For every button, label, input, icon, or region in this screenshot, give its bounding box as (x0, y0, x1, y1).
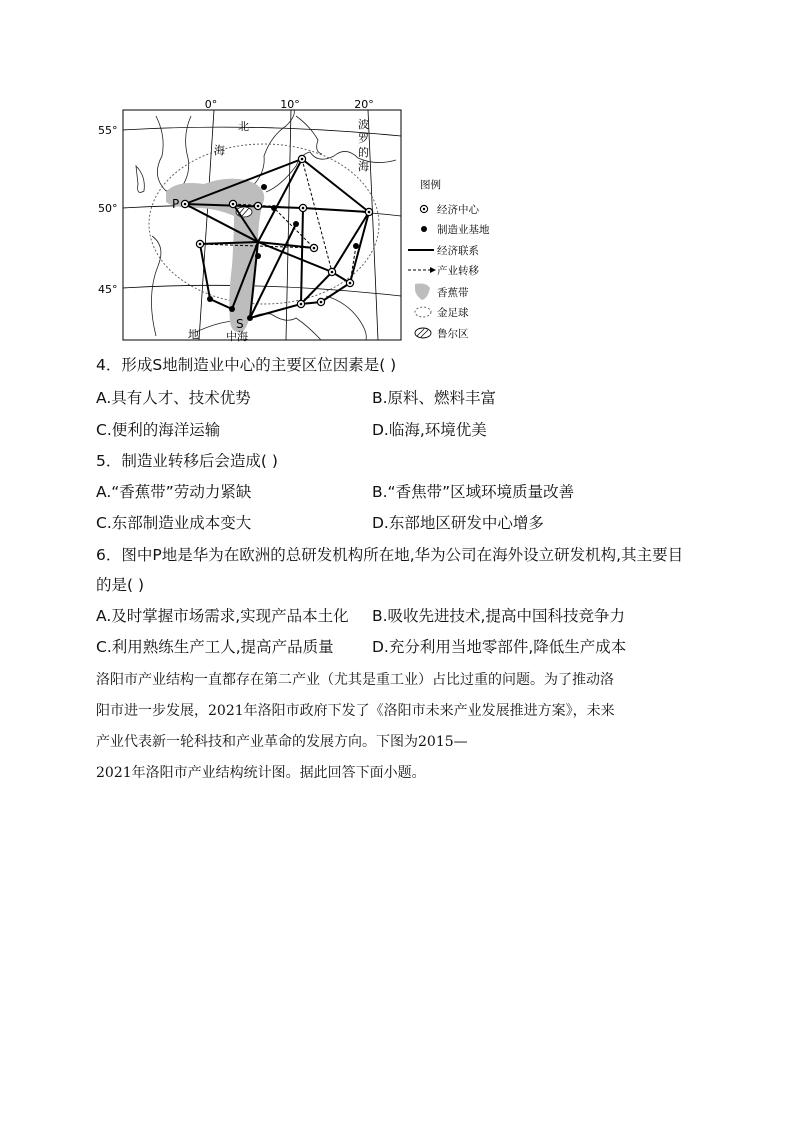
lon-label-20: 20° (354, 98, 374, 111)
map-legend (408, 178, 490, 340)
lat-label-55: 55° (98, 124, 118, 137)
point-p-label: P (172, 197, 180, 211)
question-6-stem-line-1: 6．图中P地是华为在欧洲的总研发机构所在地,华为公司在海外设立研发机构,其主要目 (96, 546, 684, 564)
north-sea-label-2: 海 (214, 144, 225, 157)
passage-line-1: 洛阳市产业结构一直都存在第二产业（尤其是重工业）占比过重的问题。为了推动洛 (96, 672, 614, 688)
lon-label-0: 0° (204, 98, 218, 111)
lon-label-10: 10° (280, 98, 300, 111)
question-6-option-c: C.利用熟练生产工人,提高产品质量 (96, 638, 334, 656)
north-sea-label-1: 北 (238, 120, 249, 133)
legend-title: 图例 (420, 179, 441, 191)
question-5-option-c: C.东部制造业成本变大 (96, 514, 252, 532)
question-5-option-a: A.“香蕉带”劳动力紧缺 (96, 483, 252, 501)
baltic-label-3: 的 (358, 146, 369, 159)
europe-industry-map (96, 96, 516, 346)
passage-line-4: 2021年洛阳市产业结构统计图。据此回答下面小题。 (96, 765, 426, 781)
legend-label-economic-center: 经济中心 (437, 204, 479, 216)
legend-label-industry-transfer: 产业转移 (437, 265, 479, 277)
question-6-option-d: D.充分利用当地零部件,降低生产成本 (372, 638, 627, 656)
legend-label-economic-link: 经济联系 (437, 245, 479, 257)
question-4-option-d: D.临海,环境优美 (372, 421, 487, 439)
question-4-option-a: A.具有人才、技术优势 (96, 389, 251, 407)
ruhr-icon (415, 328, 431, 338)
point-s-label: S (236, 317, 244, 331)
question-5-option-d: D.东部地区研发中心增多 (372, 514, 544, 532)
golden-ball-icon (415, 307, 431, 317)
lat-label-45: 45° (98, 283, 118, 296)
mediterranean-label-1: 地 (188, 328, 199, 341)
passage-line-3: 产业代表新一轮科技和产业革命的发展方向。下图为2015— (96, 734, 468, 750)
industry-transfer-icon (408, 267, 436, 273)
question-6-option-a: A.及时掌握市场需求,实现产品本土化 (96, 607, 349, 625)
question-6-stem-line-2: 的是( ) (96, 576, 145, 594)
question-5-stem: 5．制造业转移后会造成( ) (96, 452, 278, 470)
lat-label-50: 50° (98, 202, 118, 215)
banana-belt-icon (415, 284, 430, 301)
legend-label-ruhr: 鲁尔区 (437, 328, 469, 340)
baltic-label-2: 罗 (358, 132, 369, 145)
question-6-option-b: B.吸收先进技术,提高中国科技竞争力 (372, 607, 625, 625)
legend-label-golden-ball: 金足球 (437, 307, 469, 319)
passage-line-2: 阳市进一步发展，2021年洛阳市政府下发了《洛阳市未来产业发展推进方案》，未来 (96, 703, 615, 719)
economic-center-icon (420, 205, 427, 212)
legend-label-banana-belt: 香蕉带 (437, 287, 469, 299)
manufacturing-base-icon (421, 226, 427, 232)
baltic-label-1: 波 (358, 118, 369, 131)
legend-label-manufacturing-base: 制造业基地 (437, 224, 490, 236)
question-4-option-b: B.原料、燃料丰富 (372, 389, 497, 407)
baltic-label-4: 海 (358, 160, 369, 173)
question-4-option-c: C.便利的海洋运输 (96, 421, 221, 439)
question-4-stem: 4．形成S地制造业中心的主要区位因素是( ) (96, 356, 397, 374)
question-5-option-b: B.“香焦带”区域环境质量改善 (372, 483, 575, 501)
mediterranean-label-2: 中海 (226, 330, 248, 343)
